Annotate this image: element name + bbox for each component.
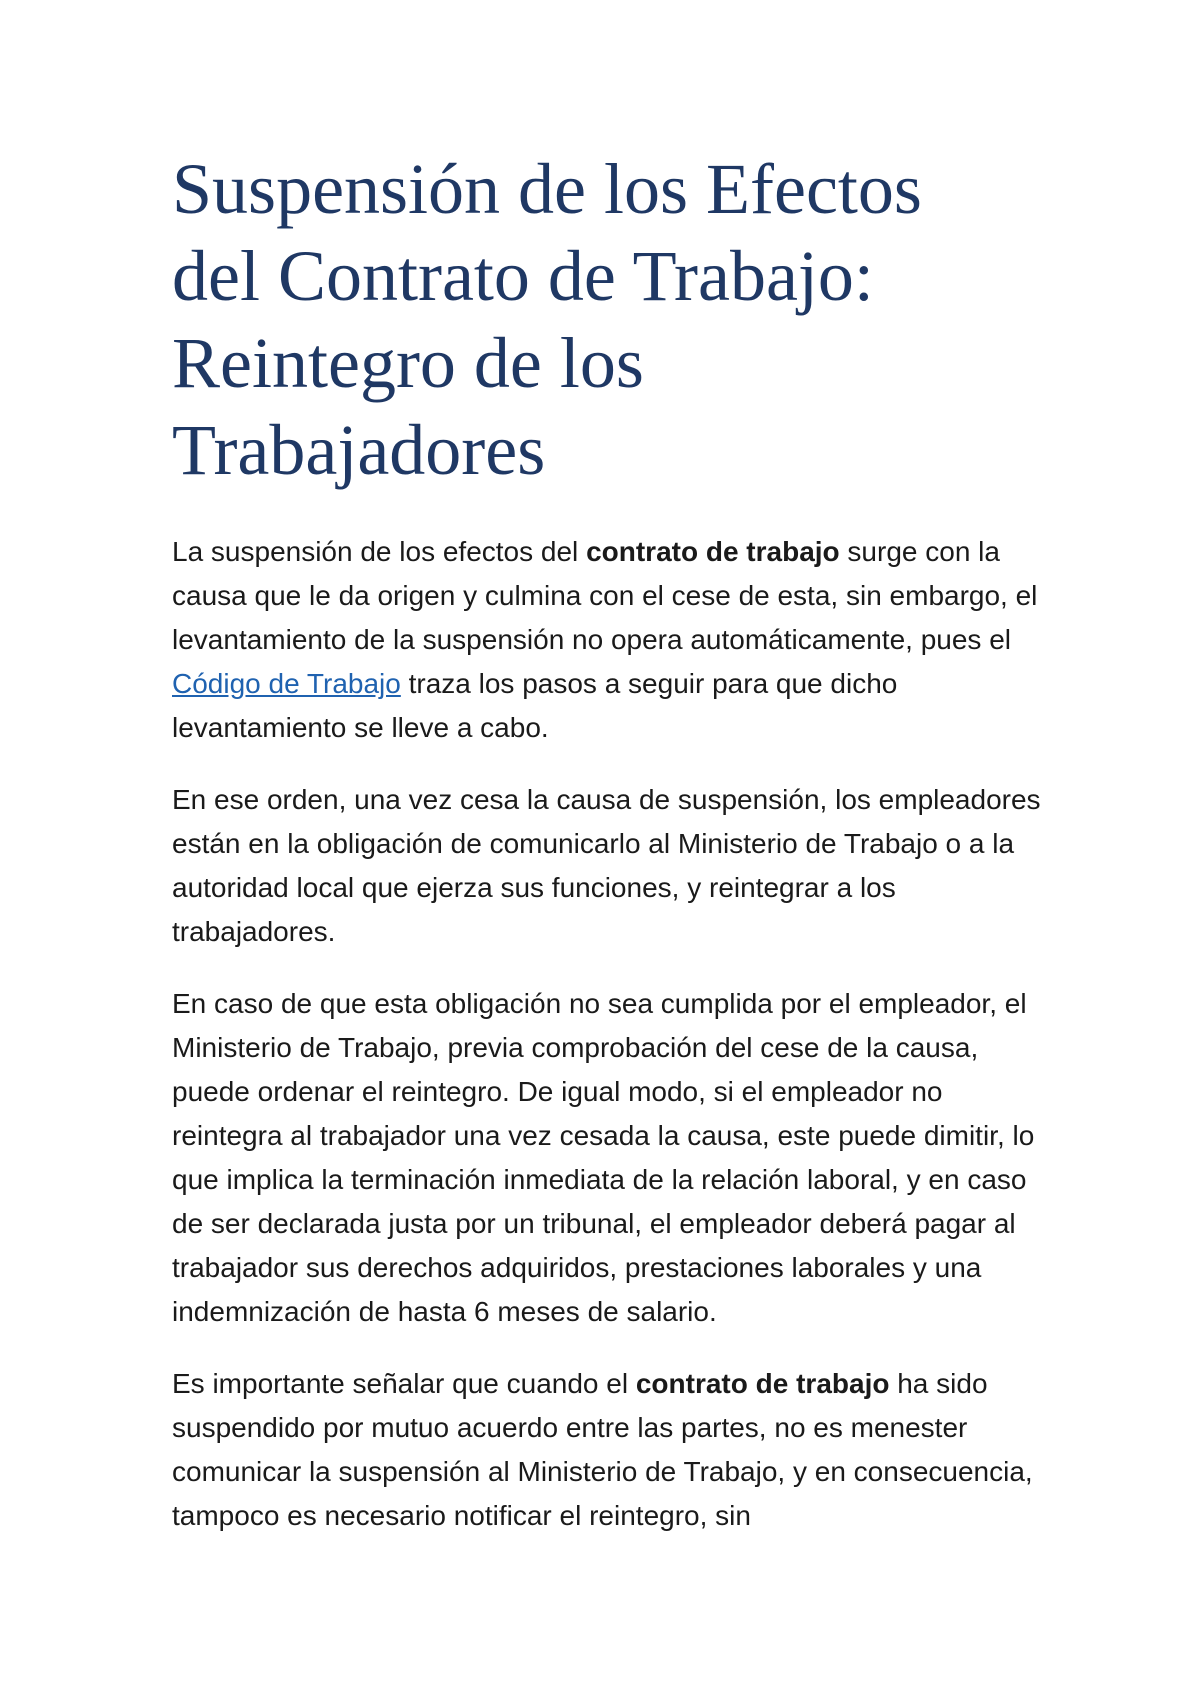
document-title: Suspensión de los Efectos del Contrato de Trabajo: Reintegro de los Trabajadores [172,149,922,490]
paragraph-1-text-end: traza los pasos a seguir para que dicho levantamiento se lleve a cabo. [172,668,898,743]
paragraph-1-text-start: La suspensión de los efectos del [172,536,587,567]
paragraph-4 [172,1362,1052,1538]
bold-term-contrato-de-trabajo-2: contrato de trabajo [635,1368,890,1399]
bold-term-contrato-de-trabajo: contrato de trabajo [586,536,840,567]
paragraph-1 [172,530,1052,750]
paragraph-1-text-middle: surge con la causa que le da origen y culmina con el cese de esta, sin embargo, el levantamiento de la suspensión no opera automáticamente, pues el [172,536,1038,655]
paragraph-4-text-end: ha sido suspendido por mutuo acuerdo entre las partes, no es menester comunicar la suspensión al Ministerio de Trabajo, y en consecuencia, tampoco es necesario notificar el reintegro, sin [172,1368,1033,1531]
document-content [172,146,1052,1538]
paragraph-4-text-start: Es importante señalar que cuando el [172,1368,636,1399]
codigo-de-trabajo-link[interactable]: Código de Trabajo [172,668,401,699]
paragraph-3: En caso de que esta obligación no sea cumplida por el empleador, el Ministerio de Trabajo, previa comprobación del cese de la causa, puede ordenar el reintegro. De igual modo, si el empleador no reintegra al trabajador una vez cesada la causa, este puede dimitir, lo que implica la terminación inmediata de la relación laboral, y en caso de ser declarada justa por un tribunal, el empleador deberá pagar al trabajador sus derechos adquiridos, prestaciones laborales y una indemnización de hasta 6 meses de salario. [172,988,1035,1327]
paragraph-2: En ese orden, una vez cesa la causa de suspensión, los empleadores están en la obligación de comunicarlo al Ministerio de Trabajo o a la autoridad local que ejerza sus funciones, y reintegrar a los trabajadores. [172,784,1041,947]
